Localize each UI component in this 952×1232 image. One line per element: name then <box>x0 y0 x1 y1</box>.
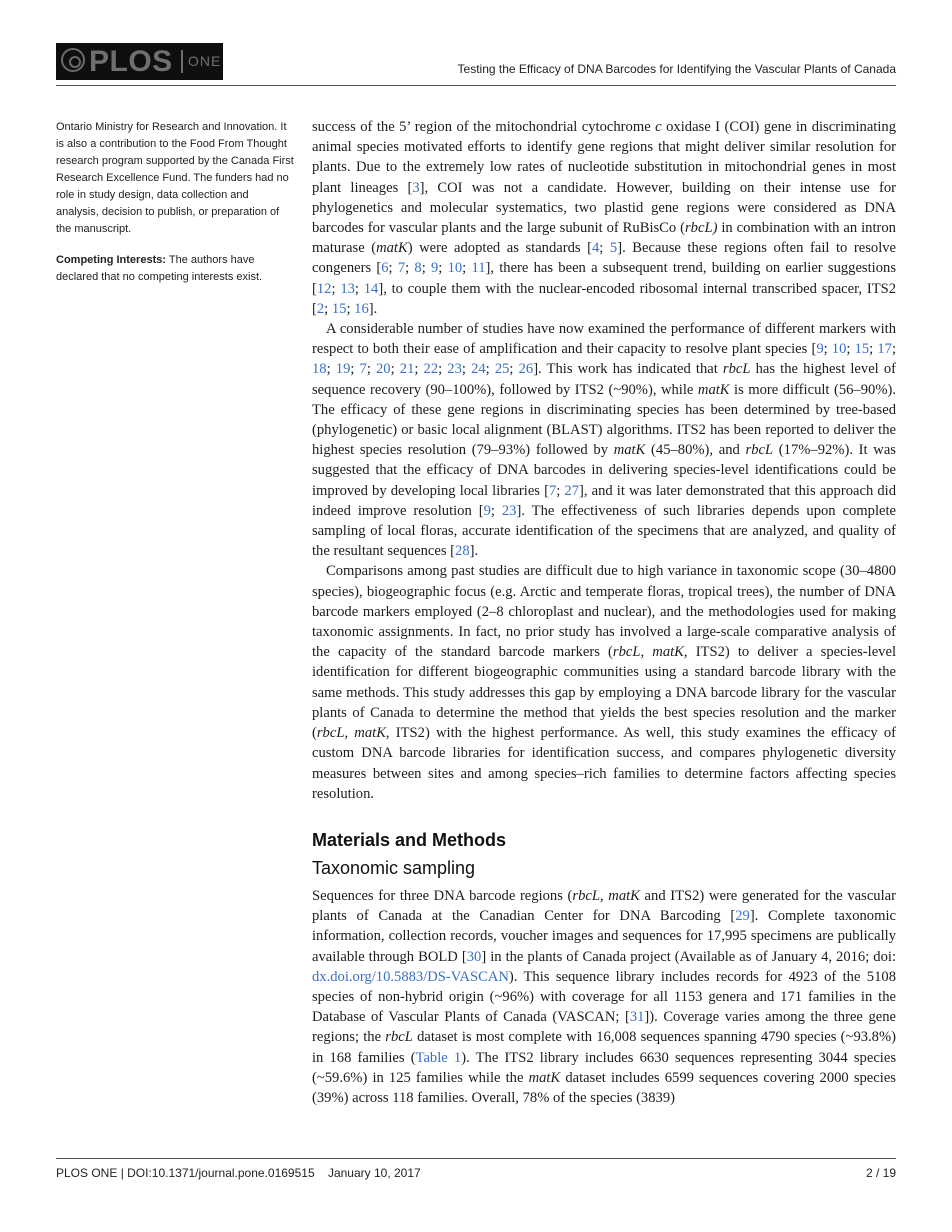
citation-link[interactable]: 24 <box>471 361 486 378</box>
citation-link[interactable]: 14 <box>363 280 379 297</box>
citation-link[interactable]: 15 <box>331 300 347 317</box>
citation-link[interactable]: 4 <box>592 240 600 257</box>
citation-link[interactable]: 17 <box>877 341 892 358</box>
logo-text: PLOS <box>89 45 173 78</box>
citation-link[interactable]: 27 <box>564 482 580 499</box>
paragraph-2: A considerable number of studies have now examined the performance of different markers with respect to both their ease of amplification and their capacity to resolve plant species [9; 10; 15; 17; 18; 19; 7; 20; 21; 22; 23; 24; 25; 26]. This work has indicated that rbcL has the highest level of sequence recovery (90–100%), followed by ITS2 (~90%), while matK is more difficult (56–90%). The efficacy of these gene regions in discriminating species has been determined by tree-based (phylogenetic) or basic local alignment (BLAST) algorithms. ITS2 has been reported to deliver the highest species resolution (79–93%) followed by matK (45–80%), and rbcL (17%–92%). It was suggested that the efficacy of DNA barcodes in delivering species-level identifications could be improved by developing local libraries [7; 27], and it was later demonstrated that this approach did indeed improve resolution [9; 23]. The effectiveness of such libraries depends upon complete sampling of local floras, accurate identification of the specimens that are analyzed, and quality of the resultant sequences [28]. <box>312 321 897 560</box>
citation-link[interactable]: 7 <box>359 361 367 378</box>
header-rule <box>56 85 896 86</box>
citation-link[interactable]: 12 <box>316 280 332 297</box>
citation-link[interactable]: 11 <box>471 260 486 277</box>
citation-link[interactable]: 7 <box>397 260 406 277</box>
citation-link[interactable]: 10 <box>447 260 463 277</box>
logo-divider <box>181 50 183 73</box>
citation-link[interactable]: 13 <box>340 280 355 297</box>
competing-interests <box>56 252 294 286</box>
citation-link[interactable]: 16 <box>354 300 369 317</box>
citation-link[interactable]: 19 <box>335 361 351 378</box>
table-link[interactable]: Table 1 <box>415 1049 462 1066</box>
section-heading: Materials and Methods <box>312 829 507 850</box>
citation-link[interactable]: 2 <box>316 300 325 317</box>
citation-link[interactable]: 6 <box>381 260 389 277</box>
citation-link[interactable]: 20 <box>376 361 391 378</box>
citation-link[interactable]: 9 <box>483 502 491 519</box>
funding-statement: Ontario Ministry for Research and Innovation. It is also a contribution to the Food From Thought research program supported by the Canada First Research Excellence Fund. The funders had no role in study design, data collection and analysis, decision to publish, or preparation of the manuscript. <box>56 121 294 235</box>
citation-link[interactable]: 7 <box>548 482 557 499</box>
citation-link[interactable]: 3 <box>412 179 420 196</box>
paragraph-3: Comparisons among past studies are difficult due to high variance in taxonomic scope (30–4800 species), biogeographic focus (e.g. Arctic and temperate floras, tropical trees), the number of DNA barcode markers employed (2–8 chloroplast and nuclear), and the methodologies used for making taxonomic assignments. In fact, no prior study has involved a large-scale comparative analysis of the capacity of the standard barcode markers (rbcL, matK, ITS2) to deliver a species-level identification for different biogeographic communities using a standard barcode library with the same methods. This study addresses this gap by employing a DNA barcode library for the vascular plants of Canada to determine the method that yields the best species resolution and the marker (rbcL, matK, ITS2) with the highest performance. As well, this study examines the efficacy of custom DNA barcode libraries for identification success, and compares phylogenetic diversity measures between sites and among species–rich families to determine factors affecting species resolution. <box>312 563 897 802</box>
paragraph-1: success of the 5’ region of the mitochondrial cytochrome c oxidase I (COI) gene in discriminating animal species motivated efforts to identify gene regions that might deliver similar resolution for plants. Due to the extremely low rates of nucleotide substitution in mitochondrial genes in most plant lineages [3], COI was not a candidate. However, building on their intense use for phylogenetics and molecular systematics, two plastid gene regions were considered as DNA barcodes for vascular plants and the large subunit of RuBisCo (rbcL) in combination with an intron maturase (matK) were adopted as standards [4; 5]. Because these regions often fail to resolve congeners [6; 7; 8; 9; 10; 11], there has been a subsequent trend, building on earlier suggestions [12; 13; 14], to couple them with the nuclear-encoded ribosomal internal transcribed spacer, ITS2 [2; 15; 16]. <box>312 119 897 317</box>
paragraph-4: Sequences for three DNA barcode regions (rbcL, matK and ITS2) were generated for the vascular plants of Canada at the Canadian Center for DNA Barcoding [29]. Complete taxonomic information, collection records, voucher images and sequences for 17,995 specimens are publically available through BOLD [30] in the plants of Canada project (Available as of January 4, 2016; doi: dx.doi.org/10.5883/DS-VASCAN). This sequence library includes records for 4923 of the 5108 species of non-hybrid origin (~96%) with coverage for all 1153 genera and 171 families in the Database of Vascular Plants of Canada (VASCAN; [31]). Coverage varies among the three gene regions; the rbcL dataset is most complete with 16,008 sequences spanning 4790 species (~93.8%) in 168 families (Table 1). The ITS2 library includes 6630 sequences representing 3044 species (~59.6%) in 125 families while the matK dataset includes 6599 sequences covering 2000 species (39%) across 118 families. Overall, 78% of the species (3839) <box>312 887 897 1106</box>
citation-link[interactable]: 21 <box>399 361 415 378</box>
citation-link[interactable]: 18 <box>312 361 327 378</box>
competing-interests-label: Competing Interests: <box>56 254 167 266</box>
logo-suffix: ONE <box>188 53 222 69</box>
competing-interests-text: The authors have declared that no competing interests exist. <box>56 254 263 283</box>
citation-link[interactable]: 31 <box>629 1009 645 1026</box>
citation-link[interactable]: 9 <box>816 341 824 358</box>
citation-link[interactable]: 15 <box>854 341 870 358</box>
footer-citation: PLOS ONE | DOI:10.1371/journal.pone.0169515 January 10, 2017 <box>56 1166 421 1180</box>
citation-link[interactable]: 25 <box>494 361 510 378</box>
citation-link[interactable]: 23 <box>447 361 462 378</box>
citation-link[interactable]: 22 <box>423 361 439 378</box>
sidebar-notes <box>56 119 294 300</box>
citation-link[interactable]: 28 <box>455 543 470 560</box>
citation-link[interactable]: 8 <box>414 260 422 277</box>
doi-link[interactable]: dx.doi.org/10.5883/DS-VASCAN <box>312 968 509 985</box>
citation-link[interactable]: 23 <box>501 502 517 519</box>
citation-link[interactable]: 5 <box>609 240 618 257</box>
citation-link[interactable]: 10 <box>831 341 847 358</box>
footer-rule <box>56 1158 896 1159</box>
plos-one-logo <box>56 43 223 80</box>
plos-sun-icon <box>61 48 85 72</box>
citation-link[interactable]: 29 <box>735 908 750 925</box>
page-number: 2 / 19 <box>865 1166 896 1180</box>
subsection-heading: Taxonomic sampling <box>312 857 476 878</box>
running-title: Testing the Efficacy of DNA Barcodes for Identifying the Vascular Plants of Canada <box>457 62 896 76</box>
citation-link[interactable]: 30 <box>466 948 482 965</box>
main-text-column <box>312 117 896 1108</box>
citation-link[interactable]: 9 <box>430 260 439 277</box>
citation-link[interactable]: 26 <box>518 361 534 378</box>
